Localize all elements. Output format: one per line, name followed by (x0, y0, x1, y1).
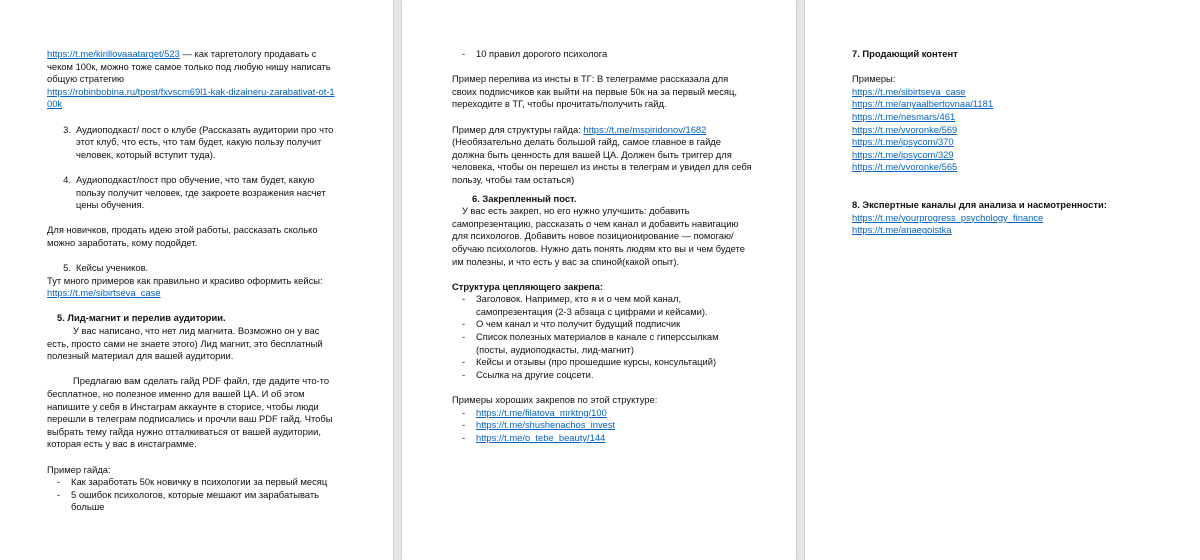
list-item (452, 419, 752, 432)
list-item-text: Кейсы учеников. (76, 262, 149, 274)
link-selling[interactable]: https://t.me/vvoronke/569 (852, 123, 958, 135)
section-heading-lead-magnet: 5. Лид-магнит и перелив аудитории. (57, 312, 226, 324)
document-page-1 (0, 0, 393, 560)
link-selling[interactable]: https://t.me/anyaalbertovnaa/1181 (852, 98, 994, 110)
list-number: 5. (63, 262, 71, 274)
list-item-text: Аудиоподкаст/пост про обучение, что там будет, какую пользу получит человек, где закроете возражения насчет цены обучения. (76, 173, 326, 211)
link-o-tebe-beauty[interactable]: https://t.me/o_tebe_beauty/144 (476, 431, 606, 443)
link-shushenachos[interactable]: https://t.me/shushenachos_invest (476, 419, 616, 431)
list-number: 3. (63, 123, 71, 135)
intro-text: — как таргетологу продавать с чеком 100к, можно тоже самое только под любую нишу написать общую стратегию (47, 48, 331, 85)
dash-bullet: - (462, 318, 466, 330)
section-heading-expert: 8. Экспертные каналы для анализа и насмотренности: (852, 199, 1107, 211)
good-pins-label: Примеры хороших закрепов по этой структуре: (452, 394, 658, 406)
list-item-text: Список полезных материалов в канале с гиперссылкам (посты, аудиоподкасты, лид-магнит) (476, 331, 719, 355)
link-selling[interactable]: https://t.me/sibirtseva_case (852, 85, 966, 97)
guide-example-label: Пример гайда: (47, 463, 111, 475)
guide-structure-note: (Необязательно делать большой гайд, самое главное в гайде должна быть ценность для вашей ЦА. Должен быть триггер для человека, чтобы он перешел из инсты в телеграм и увидел для себя пользу, чтобы там остаться) (452, 136, 752, 185)
list-item (452, 318, 752, 331)
list-item-text: Аудиоподкаст/ пост о клубе (Рассказать аудитории про что этот клуб, что есть, что там будет, какую пользу получит человек, который вступит туда). (76, 123, 334, 160)
list-item-text: Как заработать 50к новичку в психологии за первый месяц (71, 476, 328, 488)
link-selling[interactable]: https://t.me/ipsycom/329 (852, 148, 954, 160)
link-robinbobina[interactable]: https://robinbobina.ru/tpost/fxvscm69l1-kak-dizaineru-zarabativat-ot-100k (47, 85, 335, 110)
dash-bullet: - (462, 406, 466, 418)
list-item-text: Кейсы и отзывы (про прошедшие курсы, консультаций) (476, 356, 717, 368)
list-item-text: О чем канал и что получит будущий подписчик (476, 318, 681, 330)
link-selling[interactable]: https://t.me/nesmars/461 (852, 110, 956, 122)
list-item (452, 293, 752, 318)
structure-heading: Структура цепляющего закрепа: (452, 280, 604, 292)
list-item (47, 489, 337, 514)
link-filatova[interactable]: https://t.me/filatova_mrktng/100 (476, 406, 607, 418)
list-number: 4. (63, 173, 71, 185)
guide-structure-label: Пример для структуры гайда: (452, 123, 584, 135)
list-item-text: 10 правил дорогого психолога (476, 48, 608, 59)
list-item-text: 5 ошибок психологов, которые мешают им зарабатывать больше (71, 488, 320, 513)
list-item (452, 48, 752, 61)
section-heading-pinned: 6. Закрепленный пост. (472, 192, 577, 204)
list-item-4 (47, 174, 337, 212)
page-2-content (452, 48, 752, 444)
section-heading-selling: 7. Продающий контент (852, 48, 958, 59)
dash-bullet: - (462, 293, 466, 305)
examples-label: Примеры: (852, 73, 896, 85)
list-item-5 (47, 262, 337, 275)
dash-bullet: - (462, 368, 466, 380)
list-item-text: Ссылка на другие соцсети. (476, 368, 594, 380)
list-item (452, 432, 752, 445)
dash-bullet: - (462, 431, 466, 443)
page-1-content (47, 48, 337, 514)
page-3-content (852, 48, 1152, 237)
lead-magnet-paragraph: У вас написано, что нет лид магнита. Возможно он у вас есть, просто сами не знаете этого) Лид магнит, это бесплатный полезный материал для вашей аудитории. (47, 325, 323, 362)
dash-bullet: - (462, 48, 466, 59)
list-item (452, 356, 752, 369)
list-item (452, 369, 752, 382)
cases-paragraph: Тут много примеров как правильно и красиво оформить кейсы: (47, 274, 323, 286)
link-selling[interactable]: https://t.me/vvoronke/565 (852, 161, 958, 173)
link-expert[interactable]: https://t.me/yourprogress_psychology_finance (852, 211, 1044, 223)
overflow-example-paragraph: Пример перелива из инсты в ТГ: В телеграмме рассказала для своих подписчиков как выйти на первые 50к на за первый месяц, переходите в ТГ, чтобы прочитать/получить гайд. (452, 73, 737, 110)
intro-paragraph (47, 48, 337, 86)
document-page-3 (805, 0, 1200, 560)
link-expert[interactable]: https://t.me/anaegoistka (852, 224, 952, 236)
link-mspiridonov[interactable]: https://t.me/mspiridonov/1682 (583, 123, 707, 135)
list-item (452, 407, 752, 420)
dash-bullet: - (462, 331, 466, 343)
guide-structure-paragraph (452, 124, 752, 137)
list-item (452, 331, 752, 356)
guide-paragraph: Предлагаю вам сделать гайд PDF файл, где дадите что-то бесплатное, но полезное именно для вашей ЦА. И об этом напишите у себя в Инстаграм аккаунте в сторисе, чтобы люди перешли в телеграм подписались и прочли ваш PDF гайд. Чтобы выбрать тему гайда нужно отталкиваться от вашей аудитории, которая есть у вас в инстаграмме. (47, 375, 333, 450)
dash-bullet: - (462, 356, 466, 368)
paragraph-link (47, 86, 337, 111)
link-sibirtseva-case[interactable]: https://t.me/sibirtseva_case (47, 287, 161, 299)
link-kirillova-target[interactable]: https://t.me/kirillovaaatarget/523 (47, 48, 180, 59)
dash-bullet: - (57, 476, 61, 488)
pinned-paragraph: У вас есть закреп, но его нужно улучшить: добавить самопрезентацию, рассказать о чем канал и добавить навигацию для психологов. Добавить новое позиционирование — помогаю/обучаю психологов. Нужно дать понять людям кто вы и чем будете им полезны, и что есть у вас за спиной(какой опыт). (452, 205, 745, 267)
link-selling[interactable]: https://t.me/ipsycom/370 (852, 136, 954, 148)
dash-bullet: - (57, 488, 61, 500)
document-page-2 (402, 0, 796, 560)
list-item-3 (47, 124, 337, 162)
list-item (47, 476, 337, 489)
dash-bullet: - (462, 419, 466, 431)
list-item-text: Заголовок. Например, кто я и о чем мой канал, самопрезентация (2-3 абзаца с цифрами и кейсами). (476, 293, 708, 317)
newbie-paragraph: Для новичков, продать идею этой работы, рассказать сколько можно заработать, кому подойдет. (47, 224, 318, 248)
